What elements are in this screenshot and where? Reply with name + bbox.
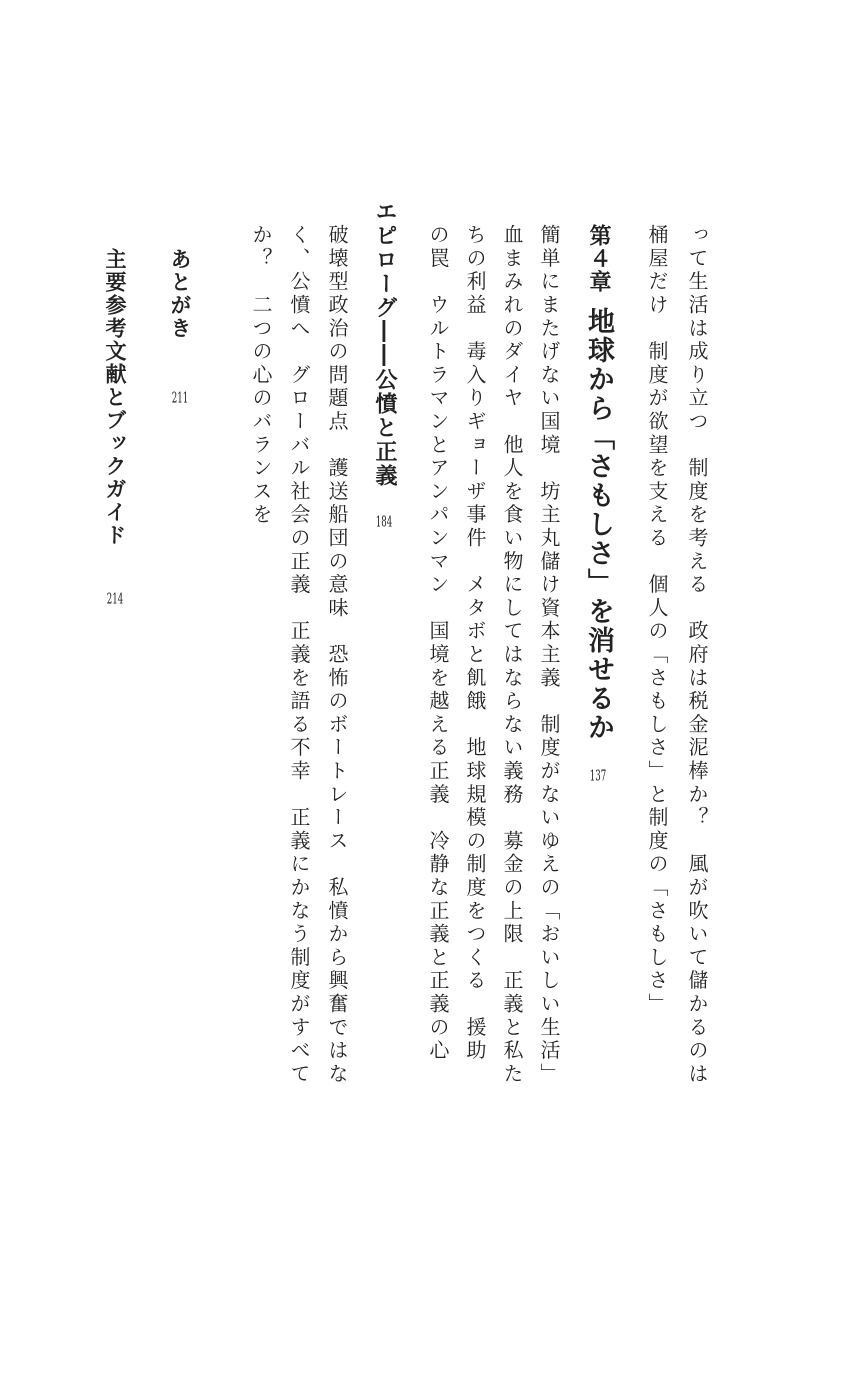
toc-body-line: 桶屋だけ 制度が欲望を支える 個人の「さもしさ」と制度の「さもしさ」	[645, 224, 669, 1017]
toc-body-line: 簡単にまたげない国境 坊主丸儲け資本主義 制度がないゆえの「おいしい生活」	[537, 224, 561, 1087]
chapter-4-page: 137	[589, 768, 607, 783]
toc-body-line: 血まみれのダイヤ 他人を食い物にしてはならない義務 募金の上限 正義と私た	[500, 224, 524, 1087]
epilogue-page: 184	[375, 514, 393, 529]
references-page: 214	[106, 591, 124, 606]
references-entry[interactable]	[104, 248, 125, 606]
chapter-4-entry[interactable]	[585, 224, 612, 783]
toc-body-line: ちの利益 毒入りギョーザ事件 メタボと飢餓 地球規模の制度をつくる 援助	[463, 224, 487, 1063]
chapter-4-label: 第４章	[586, 224, 611, 293]
epilogue-entry[interactable]	[373, 200, 395, 529]
chapter-4-title: 地球から「さもしさ」を消せるか	[583, 307, 614, 742]
references-title: 主要参考文献とブックガイド	[103, 248, 127, 547]
afterword-page: 211	[171, 390, 189, 405]
toc-body-line: 破壊型政治の問題点 護送船団の意味 恐怖のボートレース 私憤から興奮ではな	[325, 224, 349, 1087]
toc-body-line: か？ 二つの心のバランスを	[249, 224, 273, 527]
toc-body-line: って生活は成り立つ 制度を考える 政府は税金泥棒か？ 風が吹いて儲かるのは	[685, 224, 709, 1087]
afterword-entry[interactable]	[169, 248, 190, 405]
afterword-title: あとがき	[168, 248, 192, 340]
toc-body-line: の罠 ウルトラマンとアンパンマン 国境を越える正義 冷静な正義と正義の心	[426, 224, 450, 1063]
epilogue-title: エピローグ――公憤と正義	[372, 200, 397, 488]
toc-body-line: く、公憤へ グローバル社会の正義 正義を語る不幸 正義にかなう制度がすべて	[287, 224, 311, 1087]
